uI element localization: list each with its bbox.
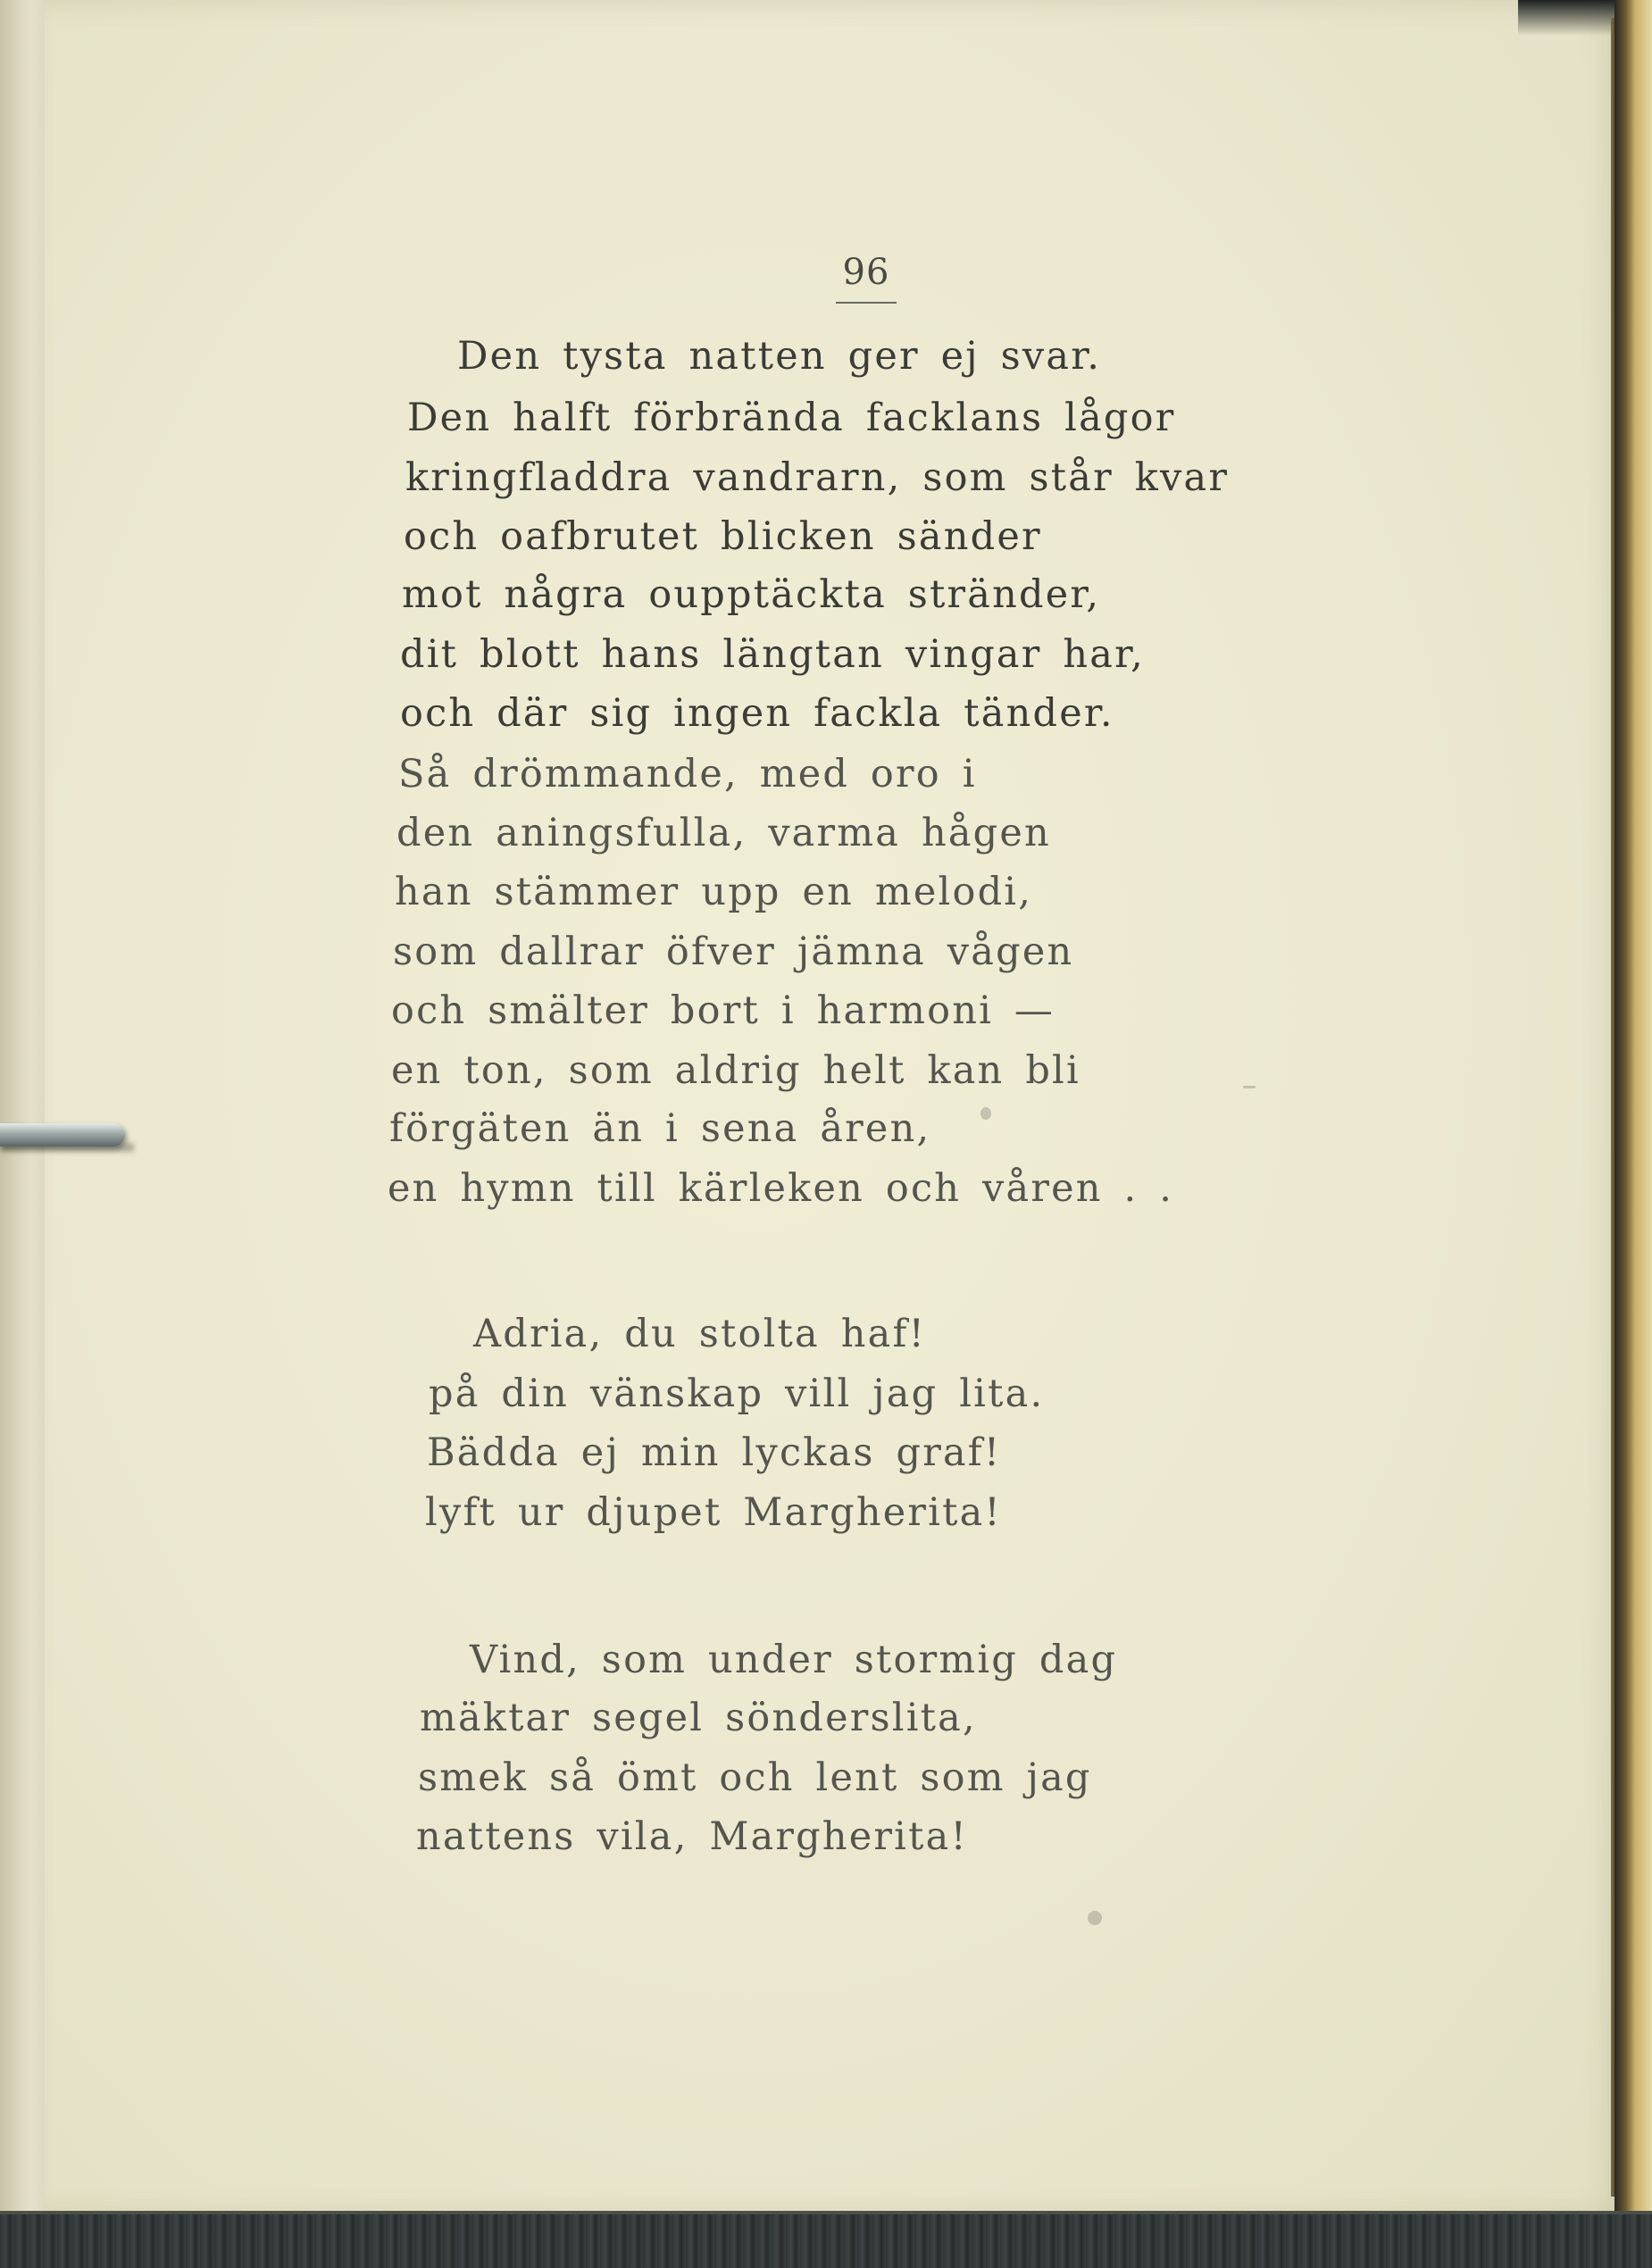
poem-line: mot några oupptäckta stränder, [402, 572, 1101, 617]
poem-line: en ton, som aldrig helt kan bli [391, 1048, 1080, 1093]
poem-line: Vind, som under stormig dag [470, 1638, 1118, 1682]
page-number-rule [836, 302, 897, 304]
poem-line: och oafbrutet blicken sänder [404, 514, 1042, 559]
paper-speck [1243, 1086, 1256, 1088]
poem-line: den aningsfulla, varma hågen [396, 811, 1051, 855]
paper-speck [980, 1107, 991, 1120]
poem-line: på din vänskap vill jag lita. [429, 1372, 1045, 1416]
poem-line: mäktar segel sönderslita, [420, 1696, 977, 1740]
poem-line: dit blott hans längtan vingar har, [400, 632, 1146, 677]
poem-line: han stämmer upp en melodi, [395, 870, 1033, 914]
poem-line: nattens vila, Margherita! [416, 1814, 968, 1859]
poem-line: lyft ur djupet Margherita! [425, 1490, 1002, 1535]
poem-line: en hymn till kärleken och våren . . [388, 1166, 1174, 1211]
poem-line: som dallrar öfver jämna vågen [393, 930, 1074, 974]
page-number: 96 [842, 252, 890, 293]
poem-line: Så drömmande, med oro i [398, 752, 977, 796]
poem-line: och där sig ingen fackla tänder. [400, 691, 1114, 736]
poem-line: förgäten än i sena åren, [389, 1106, 931, 1151]
paper-speck [1088, 1911, 1102, 1925]
book-cover-bottom [0, 2214, 1652, 2268]
book-cover-right [1614, 0, 1652, 2268]
poem-line: Den halft förbrända facklans lågor [407, 396, 1176, 440]
poem-line: och smälter bort i harmoni — [391, 988, 1055, 1033]
poem-line: smek så ömt och lent som jag [418, 1755, 1092, 1800]
poem-line: kringfladdra vandrarn, som står kvar [405, 455, 1230, 500]
poem-line: Den tysta natten ger ej svar. [457, 334, 1102, 379]
poem-line: Bädda ej min lyckas graf! [427, 1430, 1002, 1475]
poem-line: Adria, du stolta haf! [473, 1312, 927, 1356]
bookmark-ribbon[interactable] [0, 1123, 125, 1147]
